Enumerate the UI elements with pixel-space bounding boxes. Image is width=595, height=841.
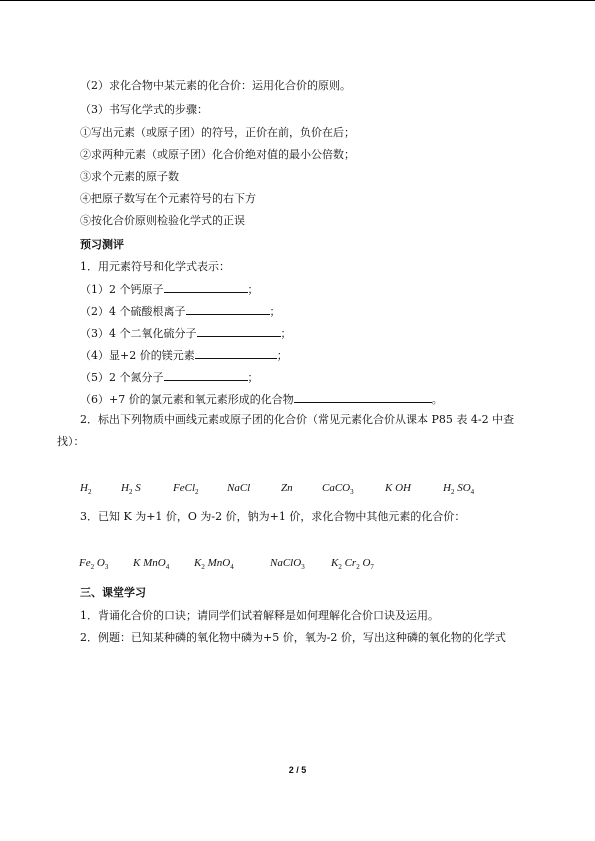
period: 。 — [431, 393, 443, 406]
text-line: （2）求化合物中某元素的化合价：运用化合价的原则。 — [80, 79, 351, 92]
chemical-formula: FeCl$_2$ — [173, 482, 199, 496]
classroom-item-2: 2．例题：已知某种磷的氧化物中磷为+5 价，氧为-2 价，写出这种磷的氧化物的化学式 — [80, 631, 506, 644]
formula-row-2 — [0, 556, 595, 572]
answer-blank — [195, 347, 277, 359]
chemical-formula: $H_2$ — [80, 482, 92, 496]
section-heading-classroom: 三、课堂学习 — [80, 586, 146, 599]
question-1-item-4-text: （4）显+2 价的镁元素 — [80, 349, 195, 362]
chemical-formula: CaCO$_3$ — [322, 482, 354, 496]
chemical-formula: Zn — [281, 482, 293, 494]
question-1-item-4 — [80, 347, 288, 363]
section-heading-preview: 预习测评 — [80, 238, 124, 251]
chemical-formula: NaCl — [227, 482, 251, 494]
answer-blank — [197, 325, 281, 337]
text-line: ②求两种元素（或原子团）化合价绝对值的最小公倍数； — [80, 148, 355, 161]
chemical-formula: NaClO$_3$ — [270, 557, 305, 571]
page-top-border — [0, 0, 595, 1]
answer-blank — [164, 281, 248, 293]
text-line: ④把原子数写在个元素符号的右下方 — [80, 192, 256, 205]
semicolon: ； — [280, 327, 292, 340]
question-2-line-1: 2．标出下列物质中画线元素或原子团的化合价（常见元素化合价从课本 P85 表 4-2 中查 — [80, 413, 515, 426]
question-1-item-5-text: （5）2 个氮分子 — [80, 371, 164, 384]
question-3: 3．已知 K 为+1 价，O 为-2 价，钠为+1 价，求化合物中其他元素的化合价： — [80, 510, 466, 523]
semicolon: ； — [276, 349, 288, 362]
chemical-formula: $K_2$ $Cr_2$ $O_7$ — [331, 557, 374, 571]
answer-blank — [294, 391, 432, 403]
chemical-formula: K OH — [385, 482, 411, 494]
question-1-item-3 — [80, 325, 292, 341]
semicolon: ； — [269, 305, 281, 318]
question-1-item-6 — [80, 391, 443, 407]
question-1-item-1-text: （1）2 个钙原子 — [80, 283, 164, 296]
text-line: ⑤按化合价原则检验化学式的正误 — [80, 214, 245, 227]
question-1: 1．用元素符号和化学式表示： — [80, 260, 230, 273]
answer-blank — [186, 303, 270, 315]
question-1-item-3-text: （3）4 个二氧化硫分子 — [80, 327, 197, 340]
chemical-formula: $H_2$ S — [121, 482, 141, 496]
chemical-formula: $Fe_2$ $O_3$ — [79, 557, 109, 571]
semicolon: ； — [247, 283, 259, 296]
answer-blank — [164, 369, 248, 381]
semicolon: ； — [247, 371, 259, 384]
text-line: （3）书写化学式的步骤： — [80, 103, 208, 116]
chemical-formula: $H_2$ $SO_4$ — [443, 482, 475, 496]
classroom-item-1: 1．背诵化合价的口诀；请同学们试着解释是如何理解化合价口诀及运用。 — [80, 609, 439, 622]
text-line: ③求个元素的原子数 — [80, 170, 179, 183]
text-line: ①写出元素（或原子团）的符号，正价在前，负价在后； — [80, 126, 355, 139]
chemical-formula: $K_2$ MnO$_4$ — [194, 557, 234, 571]
question-1-item-2-text: （2）4 个硫酸根离子 — [80, 305, 186, 318]
question-1-item-2 — [80, 303, 281, 319]
question-1-item-6-text: （6）+7 价的氯元素和氧元素形成的化合物 — [80, 393, 294, 406]
question-2-line-2: 找）： — [57, 435, 85, 448]
question-1-item-1 — [80, 281, 259, 297]
formula-row-1 — [0, 481, 595, 497]
question-1-item-5 — [80, 369, 259, 385]
page-number: 2 / 5 — [288, 765, 307, 775]
chemical-formula: K MnO$_4$ — [133, 557, 170, 571]
